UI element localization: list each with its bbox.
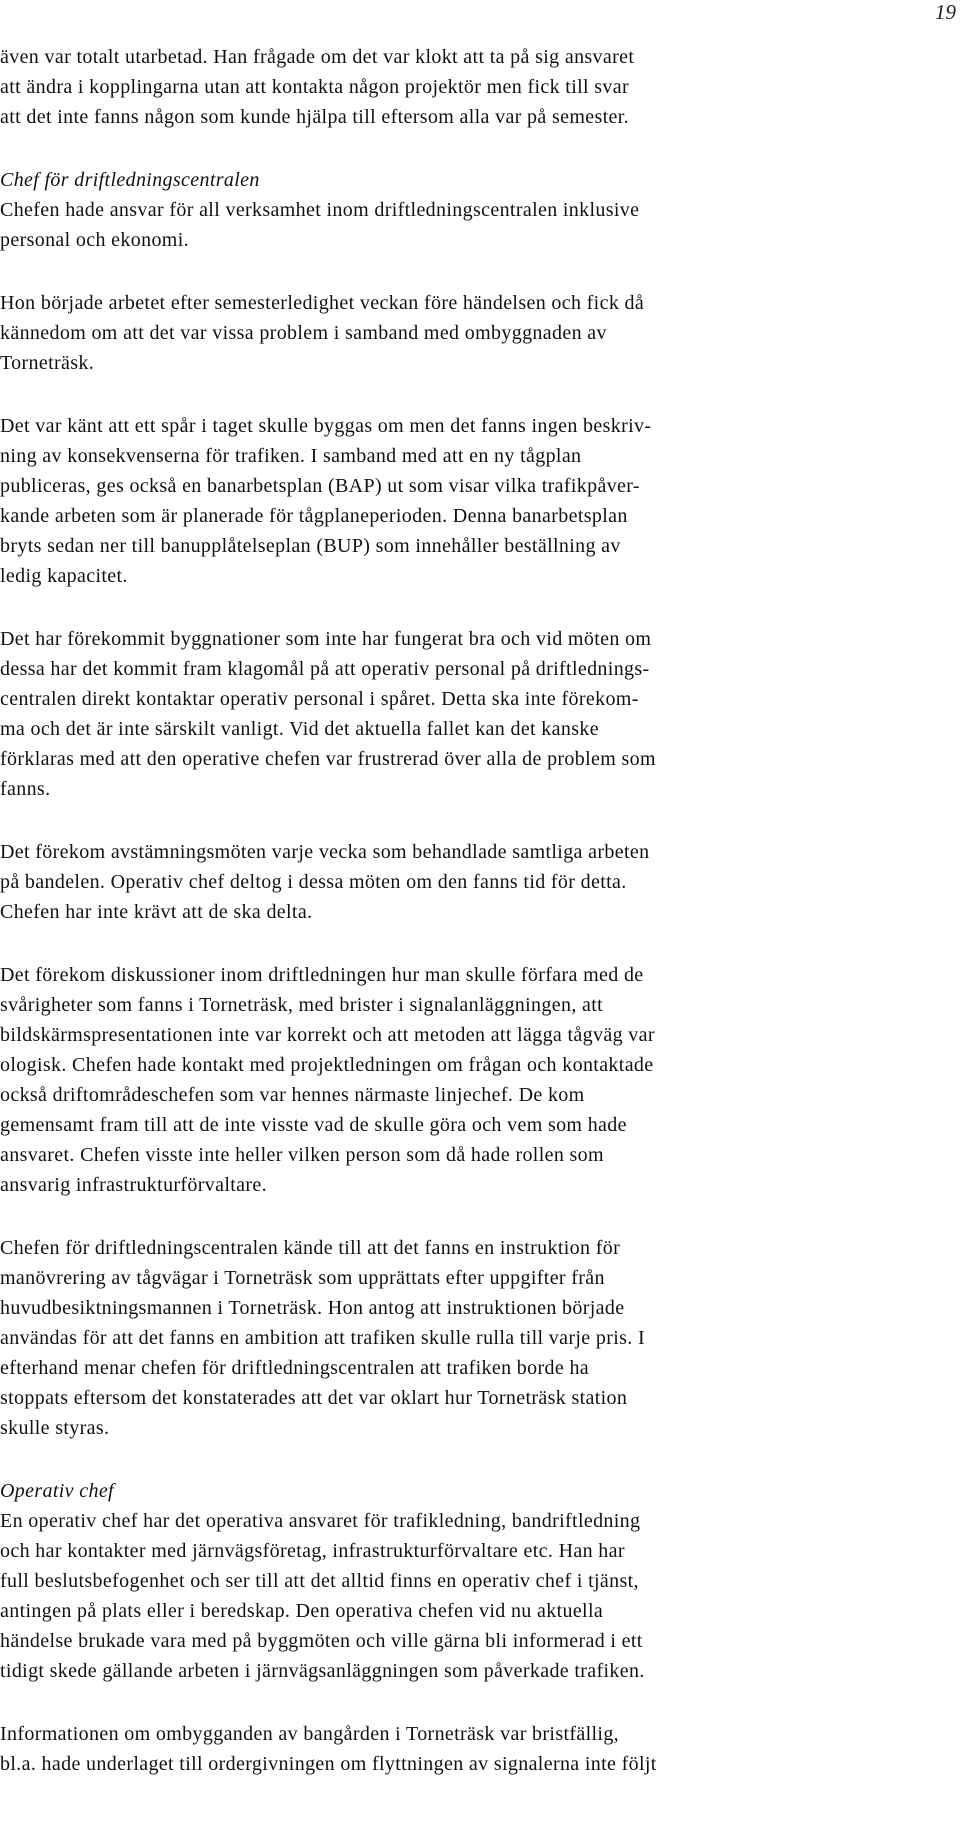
text-line: gemensamt fram till att de inte visste vad de skulle göra och vem som hade (0, 1114, 627, 1136)
text-line: Det har förekommit byggnationer som inte har fungerat bra och vid möten om (0, 628, 652, 650)
text-line: att ändra i kopplingarna utan att kontakta någon projektör men fick till svar (0, 76, 629, 98)
text-line: kande arbeten som är planerade för tågplaneperioden. Denna banarbetsplan (0, 505, 628, 527)
text-line: också driftområdeschefen som var hennes närmaste linjechef. De kom (0, 1084, 585, 1106)
paragraph (0, 288, 955, 378)
text-line: att det inte fanns någon som kunde hjälpa till eftersom alla var på semester. (0, 106, 629, 128)
text-line: personal och ekonomi. (0, 229, 189, 251)
text-line: på bandelen. Operativ chef deltog i dessa möten om den fanns tid för detta. (0, 871, 627, 893)
text-line: bildskärmspresentationen inte var korrekt och att metoden att lägga tågväg var (0, 1024, 655, 1046)
section-heading: Chef för driftledningscentralen (0, 169, 260, 191)
text-line: och har kontakter med järnvägsföretag, infrastrukturförvaltare etc. Han har (0, 1540, 625, 1562)
paragraph (0, 960, 955, 1200)
text-line: ledig kapacitet. (0, 565, 128, 587)
text-line: dessa har det kommit fram klagomål på att operativ personal på driftlednings- (0, 658, 650, 680)
text-line: ansvaret. Chefen visste inte heller vilken person som då hade rollen som (0, 1144, 604, 1166)
section-heading: Operativ chef (0, 1480, 114, 1502)
text-line: Det förekom avstämningsmöten varje vecka som behandlade samtliga arbeten (0, 841, 650, 863)
text-line: svårigheter som fanns i Torneträsk, med brister i signalanläggningen, att (0, 994, 604, 1016)
paragraph (0, 42, 955, 132)
text-line: användas för att det fanns en ambition att trafiken skulle rulla till varje pris. I (0, 1327, 645, 1349)
text-line: Hon började arbetet efter semesterledighet veckan före händelsen och fick då (0, 292, 645, 314)
text-line: Chefen hade ansvar för all verksamhet inom driftledningscentralen inklusive (0, 199, 640, 221)
text-line: ning av konsekvenserna för trafiken. I samband med att en ny tågplan (0, 445, 582, 467)
text-line: efterhand menar chefen för driftledningscentralen att trafiken borde ha (0, 1357, 590, 1379)
document-body (0, 42, 955, 1812)
text-line: publiceras, ges också en banarbetsplan (BAP) ut som visar vilka trafikpåver- (0, 475, 640, 497)
text-line: manövrering av tågvägar i Torneträsk som upprättats efter uppgifter från (0, 1267, 605, 1289)
page-number: 19 (935, 0, 956, 24)
text-line: bl.a. hade underlaget till ordergivningen om flyttningen av signalerna inte följt (0, 1753, 657, 1775)
paragraph (0, 1233, 955, 1443)
text-line: huvudbesiktningsmannen i Torneträsk. Hon antog att instruktionen började (0, 1297, 625, 1319)
text-line: skulle styras. (0, 1417, 110, 1439)
text-line: ansvarig infrastrukturförvaltare. (0, 1174, 267, 1196)
text-line: Chefen för driftledningscentralen kände till att det fanns en instruktion för (0, 1237, 621, 1259)
text-line: Torneträsk. (0, 352, 95, 374)
text-line: stoppats eftersom det konstaterades att det var oklart hur Torneträsk station (0, 1387, 628, 1409)
paragraph (0, 411, 955, 591)
text-line: händelse brukade vara med på byggmöten och ville gärna bli informerad i ett (0, 1630, 643, 1652)
text-line: Informationen om ombygganden av bangården i Torneträsk var bristfällig, (0, 1723, 620, 1745)
text-line: tidigt skede gällande arbeten i järnvägsanläggningen som påverkade trafiken. (0, 1660, 645, 1682)
text-line: Det var känt att ett spår i taget skulle byggas om men det fanns ingen beskriv- (0, 415, 652, 437)
text-line: antingen på plats eller i beredskap. Den operativa chefen vid nu aktuella (0, 1600, 604, 1622)
paragraph (0, 837, 955, 927)
text-line: bryts sedan ner till banupplåtelseplan (BUP) som innehåller beställning av (0, 535, 621, 557)
paragraph (0, 624, 955, 804)
text-line: En operativ chef har det operativa ansvaret för trafikledning, bandriftledning (0, 1510, 641, 1532)
paragraph (0, 1476, 955, 1686)
text-line: även var totalt utarbetad. Han frågade om det var klokt att ta på sig ansvaret (0, 46, 635, 68)
text-line: förklaras med att den operative chefen var frustrerad över alla de problem som (0, 748, 656, 770)
paragraph (0, 165, 955, 255)
text-line: centralen direkt kontaktar operativ personal i spåret. Detta ska inte förekom- (0, 688, 639, 710)
text-line: fanns. (0, 778, 51, 800)
text-line: ma och det är inte särskilt vanligt. Vid det aktuella fallet kan det kanske (0, 718, 599, 740)
paragraph (0, 1719, 955, 1779)
text-line: kännedom om att det var vissa problem i samband med ombyggnaden av (0, 322, 607, 344)
text-line: full beslutsbefogenhet och ser till att det alltid finns en operativ chef i tjänst, (0, 1570, 639, 1592)
text-line: Det förekom diskussioner inom driftledningen hur man skulle förfara med de (0, 964, 644, 986)
text-line: ologisk. Chefen hade kontakt med projektledningen om frågan och kontaktade (0, 1054, 654, 1076)
text-line: Chefen har inte krävt att de ska delta. (0, 901, 313, 923)
